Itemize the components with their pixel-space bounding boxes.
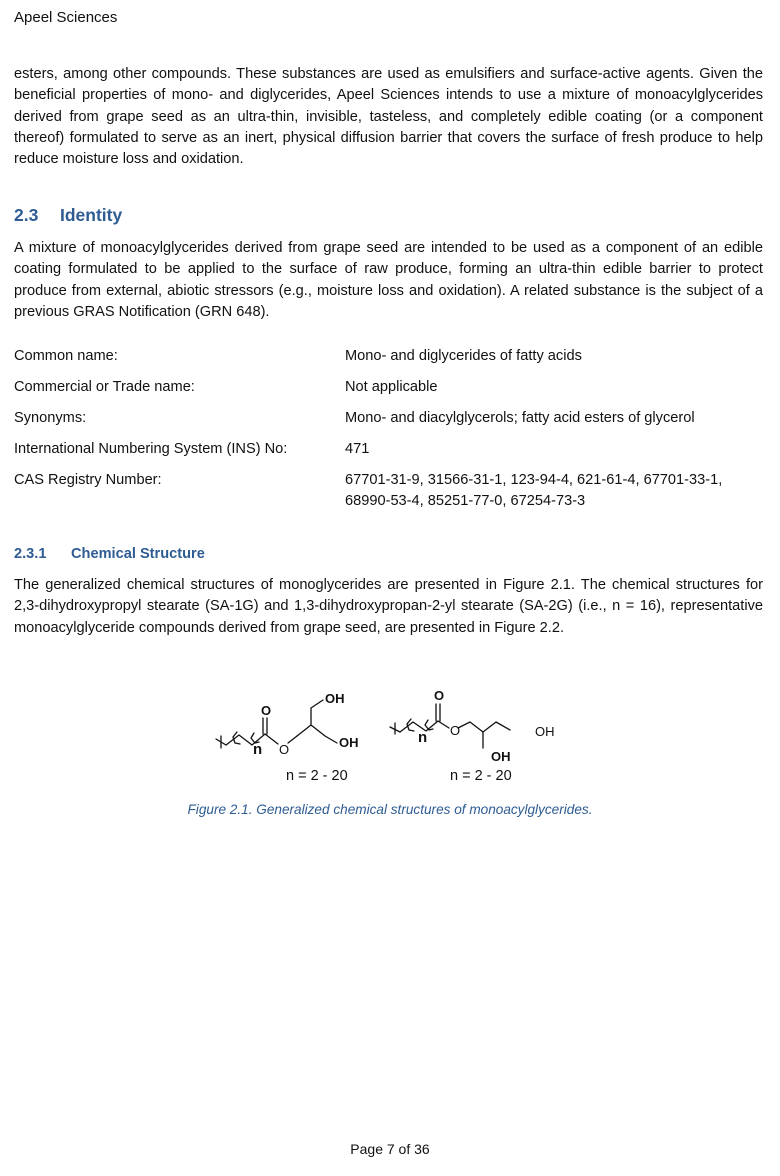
right-structure-labels (418, 688, 555, 784)
atom-label-oh: OH (491, 749, 511, 764)
identity-label: Common name: (14, 348, 118, 364)
identity-value: Not applicable (345, 379, 438, 395)
subscript-n: n (418, 729, 428, 746)
section-heading-identity (14, 204, 122, 226)
glycerol-backbone-lower (311, 725, 337, 743)
chemical-structures-figure (200, 680, 580, 792)
atom-label-oh: OH (535, 724, 555, 739)
intro-paragraph: esters, among other compounds. These substances are used as emulsifiers and surface-active agents. Given the beneficial properties of mono- and diglycerides, Apeel Sciences intends to use a mixture of monoacylglycerides derived from grape seed as an ultra-thin, invisible, tasteless, and completely edible coating (or a component thereof) formulated to serve as an inert, physical diffusion barrier that covers the surface of fresh produce to help reduce moisture loss and oxidation. (14, 66, 763, 168)
identity-value: Mono- and diacylglycerols; fatty acid esters of glycerol (345, 410, 695, 426)
ester-o-bond (288, 736, 297, 743)
glycerol-backbone (458, 722, 510, 732)
section-title: Identity (60, 205, 123, 225)
subsection-number: 2.3.1 (14, 546, 47, 562)
atom-label-o: O (450, 723, 461, 738)
range-label-right: n = 2 - 20 (450, 768, 512, 784)
identity-value: 67701-31-9, 31566-31-1, 123-94-4, 621-61-4, 67701-33-1, 68990-53-4, 85251-77-0, 67254-73-3 (345, 472, 723, 509)
atom-label-o: O (279, 742, 290, 757)
range-label-left: n = 2 - 20 (286, 768, 348, 784)
identity-paragraph: A mixture of monoacylglycerides derived from grape seed are intended to be used as a component of an edible coating formulated to be applied to the surface of raw produce, forming an ultra-thin edible barrier to protect produce from external, abiotic stressors (e.g., moisture loss and oxidation). A related substance is the subject of a previous GRAS Notification (GRN 648). (14, 240, 763, 320)
subscript-n: n (253, 741, 263, 758)
section-number: 2.3 (14, 205, 39, 225)
atom-label-o: O (434, 688, 445, 703)
atom-label-oh: OH (339, 735, 359, 750)
identity-label: International Numbering System (INS) No: (14, 441, 288, 457)
ester-bond (438, 721, 449, 728)
identity-value: Mono- and diglycerides of fatty acids (345, 348, 582, 364)
header-company: Apeel Sciences (14, 9, 118, 26)
identity-label: Synonyms: (14, 410, 87, 426)
subsection-heading-chemical-structure (14, 544, 205, 564)
identity-label: Commercial or Trade name: (14, 379, 195, 395)
ester-bond (265, 734, 278, 744)
page-number: Page 7 of 36 (350, 1141, 430, 1157)
subsection-title: Chemical Structure (71, 546, 205, 562)
atom-label-oh: OH (325, 691, 345, 706)
identity-value: 471 (345, 441, 370, 457)
chemical-structure-paragraph: The generalized chemical structures of monoglycerides are presented in Figure 2.1. The chemical structures for 2,3-dihydroxypropyl stearate (SA-1G) and 1,3-dihydroxypropan-2-yl stearate (SA-2G) (i.e., n = 16), representative monoacylglyceride compounds derived from grape seed, are presented in Figure 2.2. (14, 577, 763, 636)
figure-caption: Figure 2.1. Generalized chemical structures of monoacylglycerides. (187, 802, 593, 817)
atom-label-o: O (261, 703, 272, 718)
identity-label: CAS Registry Number: (14, 472, 162, 488)
left-structure-bonds (216, 700, 337, 748)
